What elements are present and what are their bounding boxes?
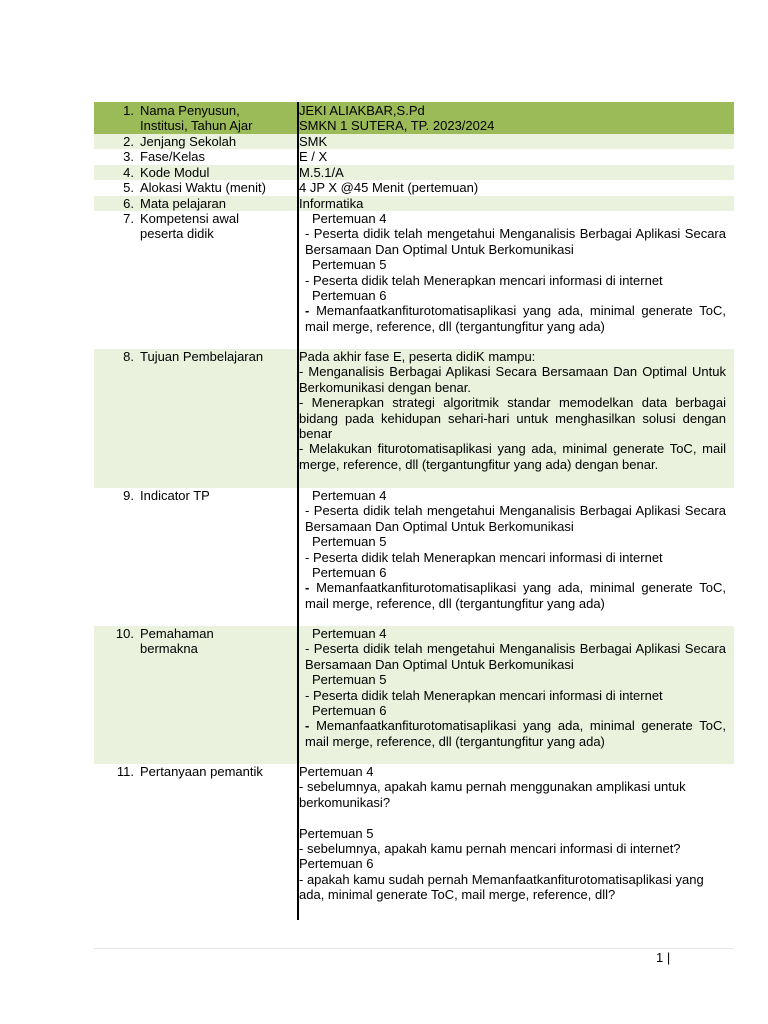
- row-number: 5.: [123, 180, 134, 196]
- meeting-heading: Pertemuan 6: [299, 856, 374, 872]
- objective-item: - Melakukan fiturotomatisaplikasi yang ada, minimal generate ToC, mail merge, reference, dll (tergantungfitur yang ada) dengan benar.: [299, 441, 726, 472]
- row-label: Jenjang Sekolah: [140, 134, 298, 149]
- page-number: 1 |: [656, 950, 671, 965]
- item-text: Memanfaatkanfiturotomatisaplikasi yang ada, minimal generate ToC, mail merge, reference, dll (tergantungfitur yang ada): [305, 303, 726, 334]
- table-row: [94, 349, 734, 488]
- question-item: - apakah kamu sudah pernah Memanfaatkanfiturotomatisaplikasi yang ada, minimal generate ToC, mail merge, reference, dll?: [299, 871, 704, 903]
- table-row: [94, 149, 734, 164]
- row-number: 4.: [123, 164, 134, 180]
- row-value: [298, 349, 734, 488]
- row-label: [140, 211, 298, 349]
- meeting-heading: Pertemuan 6: [312, 288, 387, 304]
- row-number: 3.: [123, 149, 134, 165]
- row-number: 9.: [123, 488, 134, 504]
- table-row: [94, 134, 734, 149]
- objective-intro: Pada akhir fase E, peserta didiK mampu:: [299, 349, 536, 365]
- row-number: 2.: [123, 134, 134, 149]
- row-value: E / X: [299, 149, 328, 165]
- question-item: - sebelumnya, apakah kamu pernah menggunakan amplikasi untuk berkomunikasi?: [299, 779, 686, 810]
- row-label: [140, 102, 298, 134]
- table-row: [94, 165, 734, 180]
- dash: -: [305, 718, 310, 734]
- meeting-item: [299, 303, 726, 334]
- spacer: [299, 810, 726, 825]
- row-value: [298, 626, 734, 764]
- label-line: bermakna: [140, 641, 198, 657]
- row-label: Mata pelajaran: [140, 196, 298, 211]
- module-info-table: [94, 102, 734, 920]
- row-label: Alokasi Waktu (menit): [140, 180, 298, 195]
- row-value: [298, 488, 734, 626]
- row-value: [298, 764, 734, 920]
- meeting-heading: Pertemuan 6: [312, 565, 387, 581]
- row-label: Tujuan Pembelajaran: [140, 349, 298, 488]
- objective-item: - Menganalisis Berbagai Aplikasi Secara Bersamaan Dan Optimal Untuk Berkomunikasi dengan benar.: [299, 364, 726, 395]
- table-row: [94, 211, 734, 349]
- row-label: [140, 626, 298, 764]
- row-label: Indicator TP: [140, 488, 298, 626]
- meeting-heading: Pertemuan 5: [312, 672, 387, 688]
- institution: SMKN 1 SUTERA, TP. 2023/2024: [299, 118, 495, 134]
- author-name: JEKI ALIAKBAR,S.Pd: [299, 103, 425, 118]
- row-label: Fase/Kelas: [140, 149, 298, 164]
- row-value: Informatika: [299, 195, 364, 211]
- row-value: [298, 102, 734, 134]
- item-text: Memanfaatkanfiturotomatisaplikasi yang ada, minimal generate ToC, mail merge, reference, dll (tergantungfitur yang ada): [305, 718, 726, 749]
- row-value: M.5.1/A: [299, 164, 344, 180]
- row-number: 10.: [115, 626, 134, 642]
- table-row: [94, 488, 734, 626]
- meeting-heading: Pertemuan 4: [312, 626, 387, 642]
- meeting-heading: Pertemuan 4: [299, 764, 374, 780]
- row-value: SMK: [299, 134, 328, 149]
- meeting-item: - Peserta didik telah mengetahui Menganalisis Berbagai Aplikasi Secara Bersamaan Dan Optimal Untuk Berkomunikasi: [305, 641, 726, 672]
- table-row: [94, 626, 734, 764]
- table-row: [94, 102, 734, 134]
- label-line: Pemahaman: [140, 626, 214, 642]
- meeting-heading: Pertemuan 5: [299, 825, 374, 841]
- row-number: 11.: [116, 764, 134, 780]
- dash: -: [305, 580, 310, 596]
- row-label: Kode Modul: [140, 165, 298, 180]
- row-number: 6.: [123, 195, 134, 211]
- label-line: Nama Penyusun,: [140, 103, 240, 118]
- meeting-heading: Pertemuan 4: [312, 211, 387, 227]
- meeting-item: - Peserta didik telah mengetahui Menganalisis Berbagai Aplikasi Secara Bersamaan Dan Optimal Untuk Berkomunikasi: [305, 226, 726, 257]
- footer-divider: [94, 948, 734, 949]
- table-row: [94, 196, 734, 211]
- row-number: 8.: [123, 349, 134, 365]
- dash: -: [305, 303, 310, 319]
- label-line: peserta didik: [140, 226, 214, 242]
- row-value: 4 JP X @45 Menit (pertemuan): [299, 180, 479, 196]
- row-number: 1.: [123, 103, 134, 118]
- table-row: [94, 764, 734, 920]
- label-line: Institusi, Tahun Ajar: [140, 118, 253, 134]
- meeting-heading: Pertemuan 4: [312, 488, 387, 504]
- row-number: 7.: [123, 211, 134, 227]
- meeting-item: - Peserta didik telah mengetahui Menganalisis Berbagai Aplikasi Secara Bersamaan Dan Optimal Untuk Berkomunikasi: [305, 503, 726, 534]
- objective-item: - Menerapkan strategi algoritmik standar memodelkan data berbagai bidang pada kehidupan sehari-hari untuk menghasilkan solusi dengan benar: [299, 395, 726, 442]
- meeting-heading: Pertemuan 6: [312, 703, 387, 719]
- meeting-heading: Pertemuan 5: [312, 257, 387, 273]
- meeting-item: - Peserta didik telah Menerapkan mencari informasi di internet: [305, 549, 663, 565]
- meeting-item: [299, 718, 726, 749]
- meeting-item: - Peserta didik telah Menerapkan mencari informasi di internet: [305, 272, 663, 288]
- label-line: Kompetensi awal: [140, 211, 239, 227]
- meeting-item: [299, 580, 726, 611]
- row-label: Pertanyaan pemantik: [140, 764, 298, 920]
- item-text: Memanfaatkanfiturotomatisaplikasi yang ada, minimal generate ToC, mail merge, reference, dll (tergantungfitur yang ada): [305, 580, 726, 611]
- row-value: [298, 211, 734, 349]
- table-row: [94, 180, 734, 195]
- meeting-item: - Peserta didik telah Menerapkan mencari informasi di internet: [305, 687, 663, 703]
- meeting-heading: Pertemuan 5: [312, 534, 387, 550]
- question-item: - sebelumnya, apakah kamu pernah mencari informasi di internet?: [299, 841, 681, 857]
